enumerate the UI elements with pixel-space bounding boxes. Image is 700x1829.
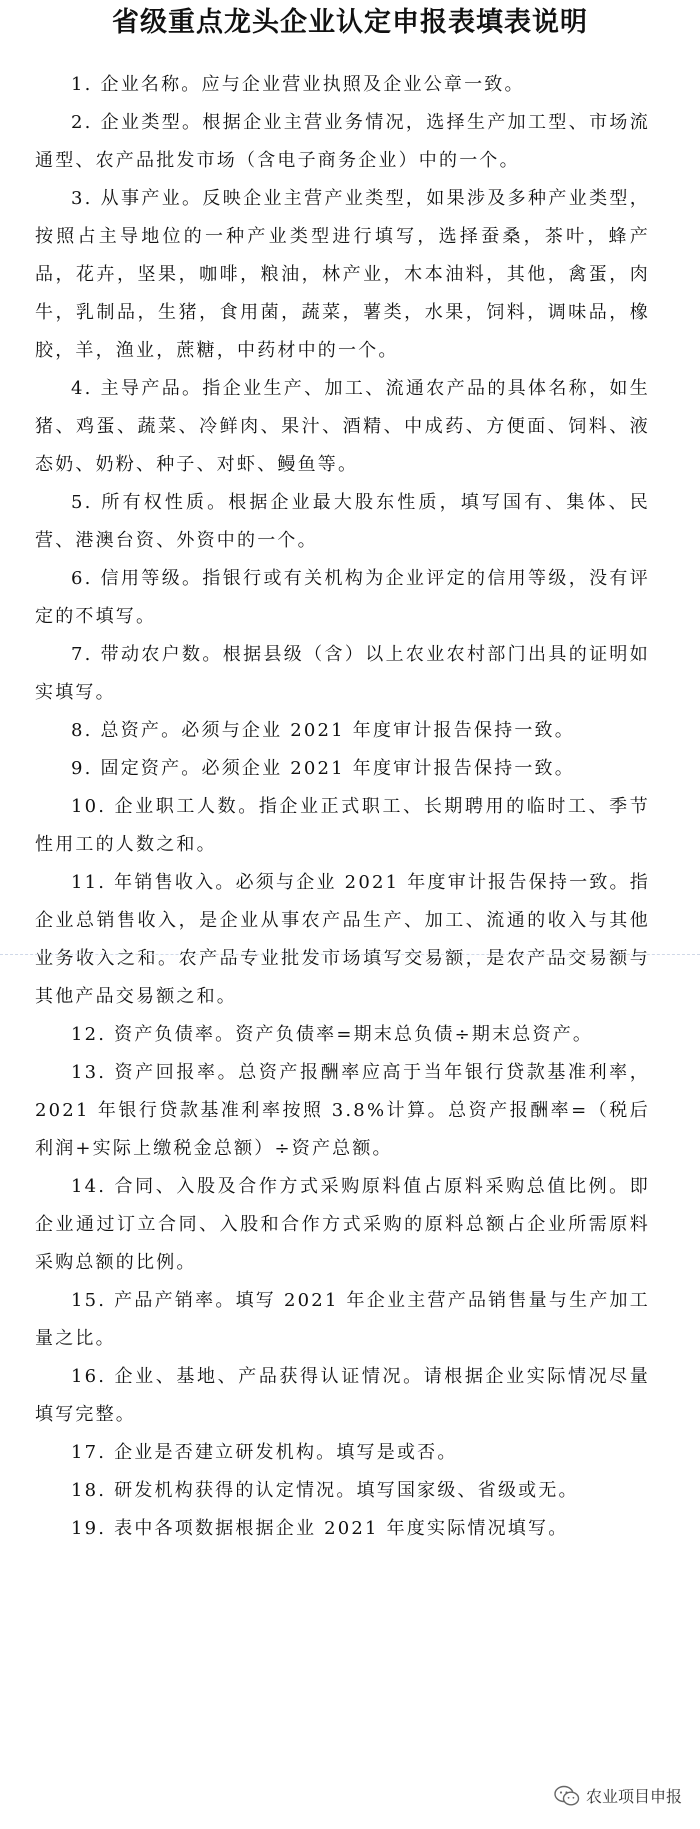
instruction-item: 17. 企业是否建立研发机构。填写是或否。 (71, 1442, 458, 1463)
instruction-item: 1. 企业名称。应与企业营业执照及企业公章一致。 (71, 74, 525, 95)
instruction-item: 9. 固定资产。必须企业 2021 年度审计报告保持一致。 (71, 758, 575, 779)
instruction-item: 5. 所有权性质。根据企业最大股东性质，填写国有、集体、民营、港澳台资、外资中的一个。 (35, 492, 650, 551)
instruction-item: 16. 企业、基地、产品获得认证情况。请根据企业实际情况尽量填写完整。 (35, 1366, 650, 1425)
watermark-text: 农业项目申报 (585, 1787, 682, 1806)
instruction-item: 13. 资产回报率。总资产报酬率应高于当年银行贷款基准利率，2021 年银行贷款基准利率按照 3.8%计算。总资产报酬率=（税后利润+实际上缴税金总额）÷资产总额。 (35, 1062, 650, 1159)
instructions-body (35, 66, 650, 1548)
instruction-item: 3. 从事产业。反映企业主营产业类型，如果涉及多种产业类型，按照占主导地位的一种产业类型进行填写，选择蚕桑，茶叶，蜂产品，花卉，坚果，咖啡，粮油，林产业，木本油料，其他，禽蛋，肉牛，乳制品，生猪，食用菌，蔬菜，薯类，水果，饲料，调味品，橡胶，羊，渔业，蔗糖，中药材中的一个。 (35, 188, 650, 361)
instruction-item: 10. 企业职工人数。指企业正式职工、长期聘用的临时工、季节性用工的人数之和。 (35, 796, 650, 855)
watermark (554, 1784, 682, 1807)
page-break-divider (0, 954, 700, 955)
instruction-item: 4. 主导产品。指企业生产、加工、流通农产品的具体名称，如生猪、鸡蛋、蔬菜、冷鲜肉、果汁、酒精、中成药、方便面、饲料、液态奶、奶粉、种子、对虾、鳗鱼等。 (35, 378, 650, 475)
instruction-item: 11. 年销售收入。必须与企业 2021 年度审计报告保持一致。指企业总销售收入，是企业从事农产品生产、加工、流通的收入与其他业务收入之和。农产品专业批发市场填写交易额，是农产品交易额与其他产品交易额之和。 (35, 872, 650, 1007)
instruction-item: 8. 总资产。必须与企业 2021 年度审计报告保持一致。 (71, 720, 575, 741)
instruction-item: 12. 资产负债率。资产负债率=期末总负债÷期末总资产。 (71, 1024, 594, 1045)
instruction-item: 18. 研发机构获得的认定情况。填写国家级、省级或无。 (71, 1480, 579, 1501)
wechat-icon (554, 1785, 580, 1807)
instruction-item: 6. 信用等级。指银行或有关机构为企业评定的信用等级，没有评定的不填写。 (35, 568, 650, 627)
instruction-item: 2. 企业类型。根据企业主营业务情况，选择生产加工型、市场流通型、农产品批发市场（含电子商务企业）中的一个。 (35, 112, 650, 171)
instruction-item: 15. 产品产销率。填写 2021 年企业主营产品销售量与生产加工量之比。 (35, 1290, 650, 1349)
instruction-item: 7. 带动农户数。根据县级（含）以上农业农村部门出具的证明如实填写。 (35, 644, 650, 703)
instruction-item: 19. 表中各项数据根据企业 2021 年度实际情况填写。 (71, 1518, 569, 1539)
instruction-item: 14. 合同、入股及合作方式采购原料值占原料采购总值比例。即企业通过订立合同、入股和合作方式采购的原料总额占企业所需原料采购总额的比例。 (35, 1176, 650, 1273)
page-title: 省级重点龙头企业认定申报表填表说明 (112, 7, 588, 38)
